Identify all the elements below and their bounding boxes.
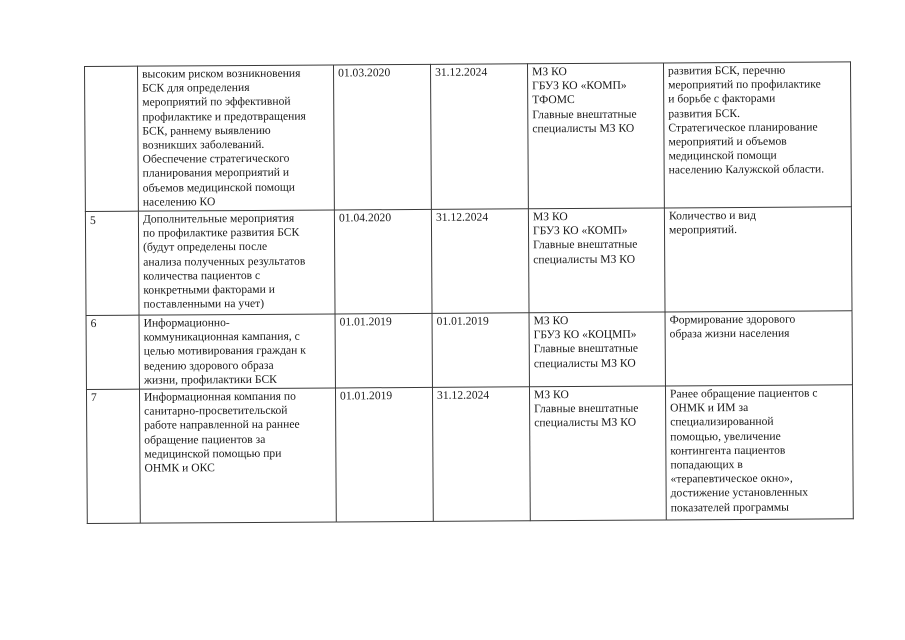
table-row <box>85 207 852 316</box>
responsible-cell: МЗ КО Главные внештатные специалисты МЗ КО <box>529 386 666 521</box>
start-date-cell: 01.01.2019 <box>335 313 432 388</box>
expected-result-cell: Ранее обращение пациентов с ОНМК и ИМ за специализированной помощью, увеличение контингента пациентов попадающих в «терапевтическое окно», достижение установленных показателей программы <box>665 385 853 520</box>
start-date-cell: 01.01.2019 <box>335 387 433 522</box>
end-date-cell: 31.12.2024 <box>432 387 530 522</box>
expected-result-cell: Формирование здорового образа жизни населения <box>665 311 852 386</box>
responsible-cell: МЗ КО ГБУЗ КО «КОЦМП» Главные внештатные специалисты МЗ КО <box>529 312 665 387</box>
end-date-cell: 31.12.2024 <box>431 209 529 314</box>
row-number-cell <box>85 66 139 211</box>
row-number-cell: 6 <box>86 315 139 389</box>
measure-description-cell: Дополнительные мероприятия по профилактике развития БСК (будут определены после анализа полученных результатов количества пациентов с конкретными факторами и поставленными на учет) <box>138 210 335 315</box>
responsible-cell: МЗ КО ГБУЗ КО «КОМП» Главные внештатные специалисты МЗ КО <box>528 208 665 313</box>
expected-result-cell: Количество и вид мероприятий. <box>664 207 852 312</box>
table-row <box>85 62 852 212</box>
responsible-cell: МЗ КО ГБУЗ КО «КОМП» ТФОМС Главные внештатные специалисты МЗ КО <box>527 63 664 209</box>
start-date-cell: 01.04.2020 <box>334 209 432 314</box>
end-date-cell: 31.12.2024 <box>430 64 528 210</box>
start-date-cell: 01.03.2020 <box>333 64 431 210</box>
measure-description-cell: Информационная компания по санитарно-просветительской работе направленной на раннее обращение пациентов за медицинской помощью при ОНМК и ОКС <box>139 388 336 523</box>
table-row <box>86 385 853 524</box>
table-row <box>86 311 852 390</box>
measure-description-cell: высоким риском возникновения БСК для определения мероприятий по эффективной профилактике и предотвращения БСК, раннему выявлению возникших заболеваний. Обеспечение стратегического планирования мероприятий и объемов медицинской помощи населению КО <box>138 65 335 211</box>
measure-description-cell: Информационно- коммуникационная кампания, с целью мотивирования граждан к ведению здорового образа жизни, профилактики БСК <box>139 314 335 389</box>
end-date-cell: 01.01.2019 <box>432 313 529 388</box>
measures-table <box>84 61 854 524</box>
row-number-cell: 5 <box>85 211 139 315</box>
row-number-cell: 7 <box>86 389 140 523</box>
expected-result-cell: развития БСК, перечню мероприятий по профилактике и борьбе с факторами развития БСК. Стратегическое планирование мероприятий и объемов медицинской помощи населению Калужской области. <box>663 62 851 208</box>
